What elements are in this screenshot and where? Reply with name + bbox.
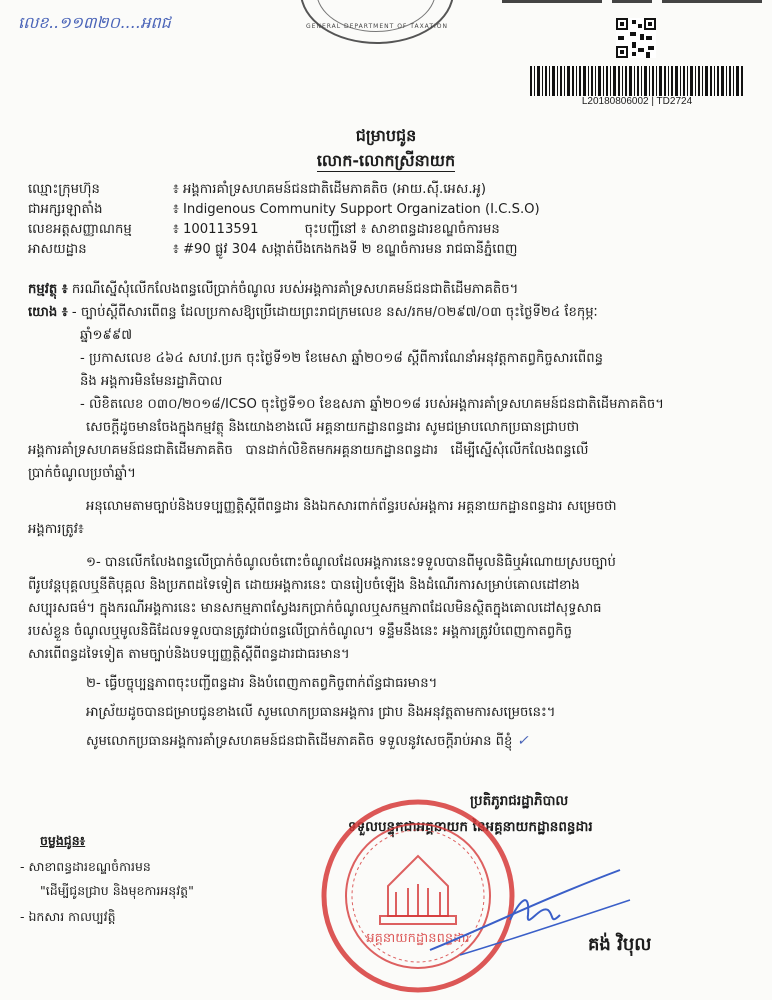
tax-department-seal [300, 0, 454, 44]
reference-line [28, 301, 746, 324]
info-row-address [28, 240, 748, 260]
paragraph-line: ពីរូបវន្តបុគ្គលឬនីតិបុគ្គល និងប្រភពដទៃទៀត ដោយអង្គការនេះ បានរៀបចំឡើង និងដំណើរការសម្រាប់គោលដៅខាង [28, 578, 580, 593]
qr-code [616, 18, 656, 58]
paragraph-line: អនុលោមតាមច្បាប់និងបទប្បញ្ញត្តិស្តីពីពន្ធដារ និងឯកសារពាក់ព័ន្ធរបស់អង្គការ អគ្គនាយកដ្ឋានពន្ធដារ សម្រេចថា [86, 499, 617, 514]
cc-item: "ដើម្បីជូនជ្រាប និងមុខការអនុវត្ត" [40, 883, 194, 898]
reference-item: ឆ្នាំ១៩៩៧ [80, 328, 133, 343]
barcode [530, 66, 744, 96]
paragraph-line: ២- ធ្វើបច្ចុប្បន្នភាពចុះបញ្ជីពន្ធដារ និងបំពេញកាតព្វកិច្ចពាក់ព័ន្ធជាធរមាន។ [86, 676, 438, 691]
barcode-number: L20180806002 | TD2724 [581, 96, 693, 107]
signatory-name: គង់ វិបុល [588, 934, 652, 955]
info-key: ជាអក្សរឡាតាំង [28, 202, 103, 217]
reference-item: - ប្រកាសលេខ ៤៦៤ សហវ.ប្រក ចុះថ្ងៃទី១២ ខែមេសា ឆ្នាំ២០១៨ ស្តីពីការណែនាំអនុវត្តកាតព្វកិច្ចសារពើពន្ធ [80, 351, 603, 366]
info-row-tin [28, 220, 748, 240]
paragraph-line: ១- បានលើកលែងពន្ធលើប្រាក់ចំណូលចំពោះចំណូលដែលអង្គការនេះទទួលបានពីមូលនិធិឬអំណោយស្របច្បាប់ [86, 555, 616, 570]
reference-item: - ច្បាប់ស្តីពីសារពើពន្ធ ដែលប្រកាសឱ្យប្រើដោយព្រះរាជក្រមលេខ នស/រកម/០២៩៧/០៣ ចុះថ្ងៃទី២៤ ខែកុម្ភៈ [71, 305, 598, 320]
paragraph-line: អង្គការត្រូវ៖ [28, 522, 84, 537]
company-info [28, 180, 748, 260]
stamp-inner-text: អគ្គនាយកដ្ឋានពន្ធដារ [366, 931, 470, 946]
cut-off-header-line [492, 0, 772, 6]
reference-label: យោង ៖ [28, 305, 68, 320]
closing-line: សូមលោកប្រធានអង្គការគាំទ្រសហគមន៍ជនជាតិដើមភាគតិច ទទួលនូវសេចក្តីរាប់អាន ពីខ្ញុំ ✓ [86, 733, 529, 749]
paragraph-line: សប្បុរសធម៌។ ក្នុងករណីអង្គការនេះ មានសកម្មភាពស្វែងរកប្រាក់ចំណូលឬសកម្មភាពដែលមិនស្ថិតក្នុងគោលដៅសុទ្ធសាធ [28, 601, 602, 616]
paragraph-line: សេចក្តីដូចមានចែងក្នុងកម្មវត្ថុ និងយោងខាងលើ អគ្គនាយកដ្ឋានពន្ធដារ សូមជម្រាបលោកប្រធានជ្រាបថា [86, 420, 580, 435]
info-row-latin-name [28, 200, 748, 220]
signatory-title: ប្រតិភូរាជរដ្ឋាភិបាល [470, 793, 569, 809]
paragraph-line: អាស្រ័យដូចបានជម្រាបជូនខាងលើ សូមលោកប្រធានអង្គការ ជ្រាប និងអនុវត្តតាមការសម្រេចនេះ។ [86, 705, 556, 720]
reference-item: និង អង្គការមិនមែនរដ្ឋាភិបាល [80, 374, 223, 389]
reference-number: លេខ..១១៣២០....អពជ [18, 13, 171, 32]
letter-salutation: ជម្រាបជូន [355, 126, 417, 145]
info-value: ៖ Indigenous Community Support Organization (I.C.S.O) [173, 202, 540, 217]
letter-recipient [0, 150, 772, 174]
paragraph-line: សារពើពន្ធដទៃទៀត តាមច្បាប់និងបទប្បញ្ញត្តិស្តីពីពន្ធដារជាធរមាន។ [28, 647, 350, 662]
info-key: លេខអត្តសញ្ញាណកម្ម [28, 222, 132, 237]
cc-heading: ចម្លងជូន៖ [40, 833, 86, 848]
closing-text: សូមលោកប្រធានអង្គការគាំទ្រសហគមន៍ជនជាតិដើមភាគតិច ទទួលនូវសេចក្តីរាប់អាន ពីខ្ញុំ [86, 734, 513, 749]
paragraph-line: ប្រាក់ចំណូលប្រចាំឆ្នាំ។ [28, 466, 136, 481]
seal-text: GENERAL DEPARTMENT OF TAXATION [306, 23, 448, 30]
info-value: ៖ #90 ផ្លូវ 304 សង្កាត់បឹងកេងកងទី ២ ខណ្ឌចំការមន រាជធានីភ្នំពេញ [173, 242, 518, 257]
paragraph-line: របស់ខ្លួន ចំណូលឬមូលនិធិដែលទទួលបានត្រូវជាប់ពន្ធលើប្រាក់ចំណូល។ ទន្ទឹមនឹងនេះ អង្គការត្រូវបំពេញកាតព្វកិច្ច [28, 624, 573, 639]
subject-label: កម្មវត្ថុ ៖ [28, 282, 68, 297]
signatory-position: ទទួលបន្ទុកជាអគ្គនាយក នៃអគ្គនាយកដ្ឋានពន្ធដារ [348, 819, 593, 835]
info-key: ឈ្មោះក្រុមហ៊ុន [28, 182, 100, 197]
info-value: ៖ អង្គការគាំទ្រសហគមន៍ជនជាតិដើមភាគតិច (អាយ.ស៊ី.អេស.អូ) [173, 182, 487, 197]
letter-body [28, 278, 746, 753]
subject-line [28, 278, 746, 301]
cc-item: - ឯកសារ កាលប្បវត្តិ [20, 909, 116, 924]
info-key: អាសយដ្ឋាន [28, 242, 87, 257]
cc-item: - សាខាពន្ធដារខណ្ឌចំការមន [20, 859, 151, 874]
subject-text: ករណីស្នើសុំលើកលែងពន្ធលើប្រាក់ចំណូល របស់អង្គការគាំទ្រសហគមន៍ជនជាតិដើមភាគតិច។ [71, 282, 519, 297]
paragraph-line: អង្គការគាំទ្រសហគមន៍ជនជាតិដើមភាគតិច បានដាក់លិខិតមកអគ្គនាយកដ្ឋានពន្ធដារ ដើម្បីស្នើសុំលើកលែងពន្ធលើ [28, 443, 589, 458]
info-row-company-name [28, 180, 748, 200]
info-value: ៖ 100113591 ចុះបញ្ជីនៅ ៖ សាខាពន្ធដារខណ្ឌចំការមន [173, 222, 500, 237]
cc-list [20, 828, 194, 930]
reference-item: - លិខិតលេខ ០៣០/២០១៨/ICSO ចុះថ្ងៃទី១០ ខែឧសភា ឆ្នាំ២០១៨ របស់អង្គការគាំទ្រសហគមន៍ជនជាតិដើមភាគតិច។ [80, 397, 664, 412]
recipient-text: លោក-លោកស្រីនាយក [316, 151, 456, 170]
